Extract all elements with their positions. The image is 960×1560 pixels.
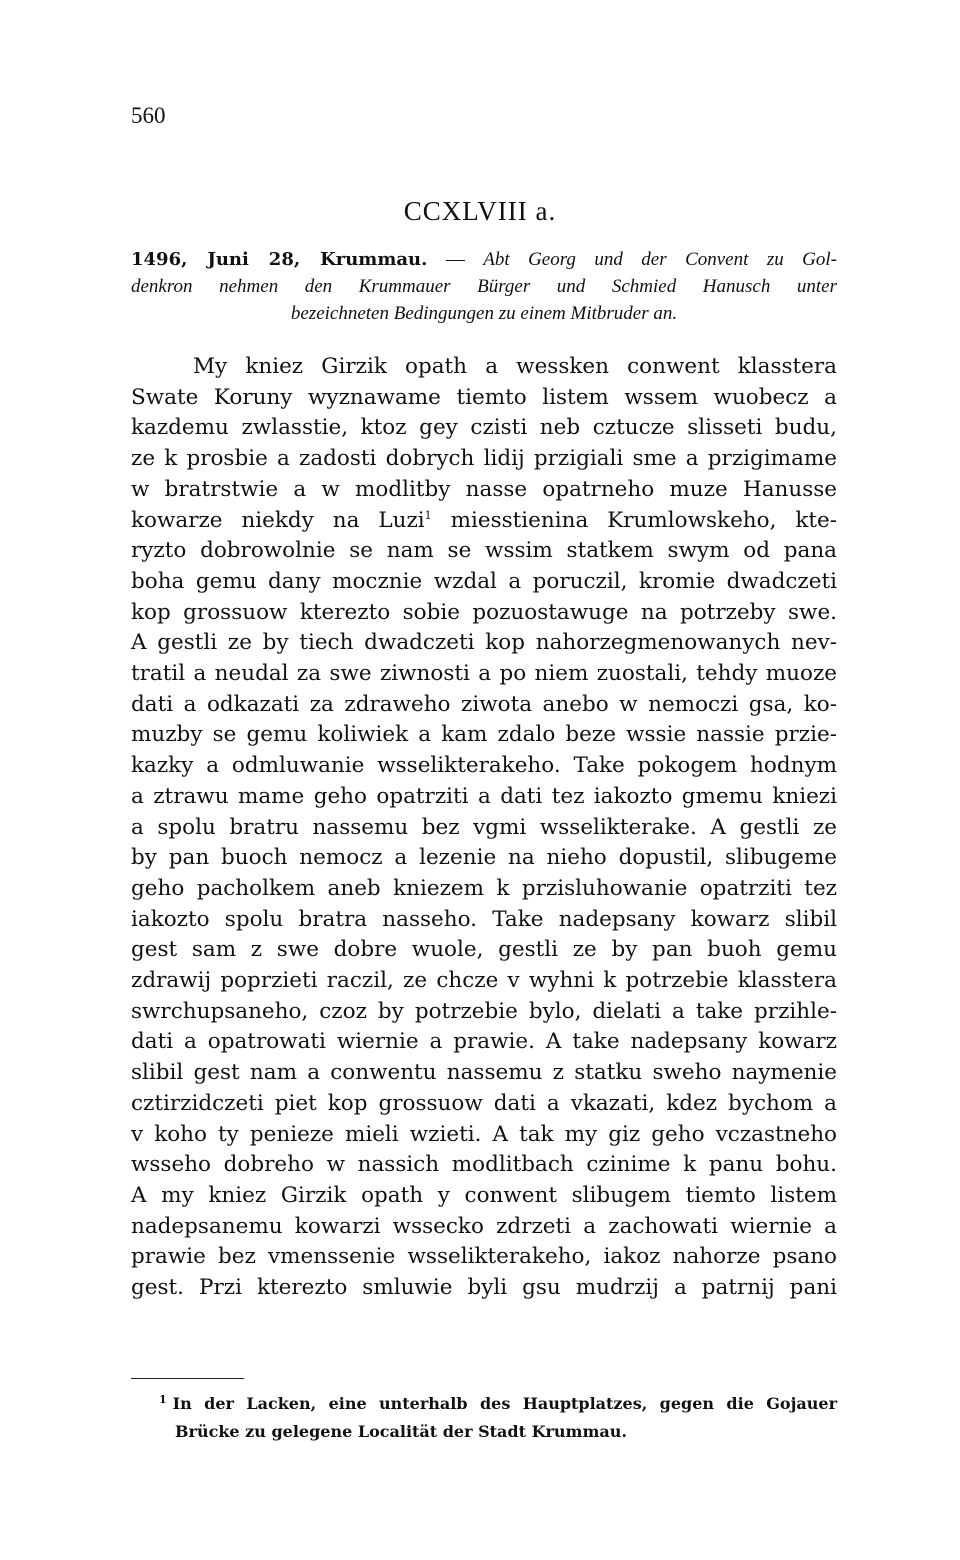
footnote-line-1 bbox=[131, 1386, 837, 1418]
regest-line-1 bbox=[131, 246, 837, 273]
body-line-6-start: kowarze niekdy na Luzi bbox=[131, 507, 425, 533]
body-line-12: dati a odkazati za zdraweho ziwota anebo w nemoczi gsa, ko- bbox=[131, 691, 837, 717]
body-line-6 bbox=[131, 506, 837, 537]
body-line-21: zdrawij poprzieti raczil, ze chcze v wyhni k potrzebie klasstera bbox=[131, 968, 837, 994]
body-line-19: iakozto spolu bratra nasseho. Take nadepsany kowarz slibil bbox=[131, 906, 837, 932]
body-line-23: dati a opatrowati wiernie a prawie. A take nadepsany kowarz bbox=[131, 1029, 837, 1055]
footnote-text-1: In der Lacken, eine unterhalb des Hauptplatzes, gegen die Gojauer bbox=[172, 1394, 837, 1413]
body-line-5: w bratrstwie a w modlitby nasse opatrneho muze Hanusse bbox=[131, 476, 837, 502]
body-line-3: kazdemu zwlasstie, ktoz gey czisti neb cztucze slisseti budu, bbox=[131, 415, 837, 441]
body-line-6-end: miesstienina Krumlowskeho, kte- bbox=[450, 507, 838, 533]
regest bbox=[131, 246, 837, 327]
body-line-24: slibil gest nam a conwentu nassemu z statku sweho naymenie bbox=[131, 1060, 837, 1086]
body-line-27: wsseho dobreho w nassich modlitbach czinime k panu bohu. bbox=[131, 1152, 837, 1178]
body-line-30: prawie bez vmenssenie wsselikterakeho, iakoz nahorze psano bbox=[131, 1244, 837, 1270]
body-line-10: A gestli ze by tiech dwadczeti kop nahorzegmenowanych nev- bbox=[131, 630, 837, 656]
body-line-14: kazky a odmluwanie wsselikterakeho. Take pokogem hodnym bbox=[131, 753, 837, 779]
footnote-reference[interactable]: 1 bbox=[424, 508, 432, 522]
regest-line-2: denkron nehmen den Krummauer Bürger und Schmied Hanusch unter bbox=[131, 276, 837, 297]
body-line-22: swrchupsaneho, czoz by potrzebie bylo, dielati a take przihle- bbox=[131, 998, 837, 1024]
footnote bbox=[131, 1386, 837, 1446]
regest-line-3: bezeichneten Bedingungen zu einem Mitbruder an. bbox=[290, 303, 678, 324]
document-number: CCXLVIII a. bbox=[403, 196, 557, 226]
body-line-9: kop grossuow kterezto sobie pozuostawuge na potrzeby swe. bbox=[131, 599, 837, 625]
body-line-1: My kniez Girzik opath a wessken conwent klasstera bbox=[193, 354, 837, 379]
body-line-20: gest sam z swe dobre wuole, gestli ze by pan buoh gemu bbox=[131, 937, 837, 963]
body-line-16: a spolu bratru nassemu bez vgmi wsselikterake. A gestli ze bbox=[131, 814, 837, 840]
body-line-11: tratil a neudal za swe ziwnosti a po niem zuostali, tehdy muoze bbox=[131, 661, 837, 687]
body-line-13: muzby se gemu koliwiek a kam zdalo beze wssie nassie przie- bbox=[131, 722, 837, 748]
body-line-7: ryzto dobrowolnie se nam se wssim statkem swym od pana bbox=[131, 538, 837, 564]
body-line-26: v koho ty penieze mieli wzieti. A tak my giz geho vczastneho bbox=[131, 1121, 837, 1147]
body-line-25: cztirzidczeti piet kop grossuow dati a vkazati, kdez bychom a bbox=[131, 1090, 837, 1116]
body-line-4: ze k prosbie a zadosti dobrych lidij przigiali sme a przigimame bbox=[131, 446, 837, 472]
body-line-18: geho pacholkem aneb kniezem k przisluhowanie opatrziti tez bbox=[131, 875, 837, 901]
body-line-2: Swate Koruny wyznawame tiemto listem wssem wuobecz a bbox=[131, 384, 837, 410]
page-number: 560 bbox=[131, 103, 166, 128]
body-line-28: A my kniez Girzik opath y conwent slibugem tiemto listem bbox=[131, 1182, 837, 1208]
footnote-line-2: Brücke zu gelegene Localität der Stadt Krummau. bbox=[175, 1422, 627, 1441]
body-line-17: by pan buoch nemocz a lezenie na nieho dopustil, slibugeme bbox=[131, 845, 837, 871]
regest-head: 1496, Juni 28, Krummau. bbox=[131, 249, 428, 270]
body-line-29: nadepsanemu kowarzi wssecko zdrzeti a zachowati wiernie a bbox=[131, 1213, 837, 1239]
regest-dash: — bbox=[445, 249, 465, 270]
footnote-divider bbox=[131, 1378, 244, 1379]
body-line-15: a ztrawu mame geho opatrziti a dati tez iakozto gmemu kniezi bbox=[131, 783, 837, 809]
footnote-mark: 1 bbox=[159, 1393, 167, 1406]
body-line-8: boha gemu dany mocznie wzdal a poruczil, kromie dwadczeti bbox=[131, 568, 837, 594]
body-line-31: gest. Przi kterezto smluwie byli gsu mudrzij a patrnij pani bbox=[131, 1275, 837, 1301]
document-body bbox=[131, 352, 837, 1304]
regest-text-1: Abt Georg und der Convent zu Gol- bbox=[483, 249, 837, 270]
